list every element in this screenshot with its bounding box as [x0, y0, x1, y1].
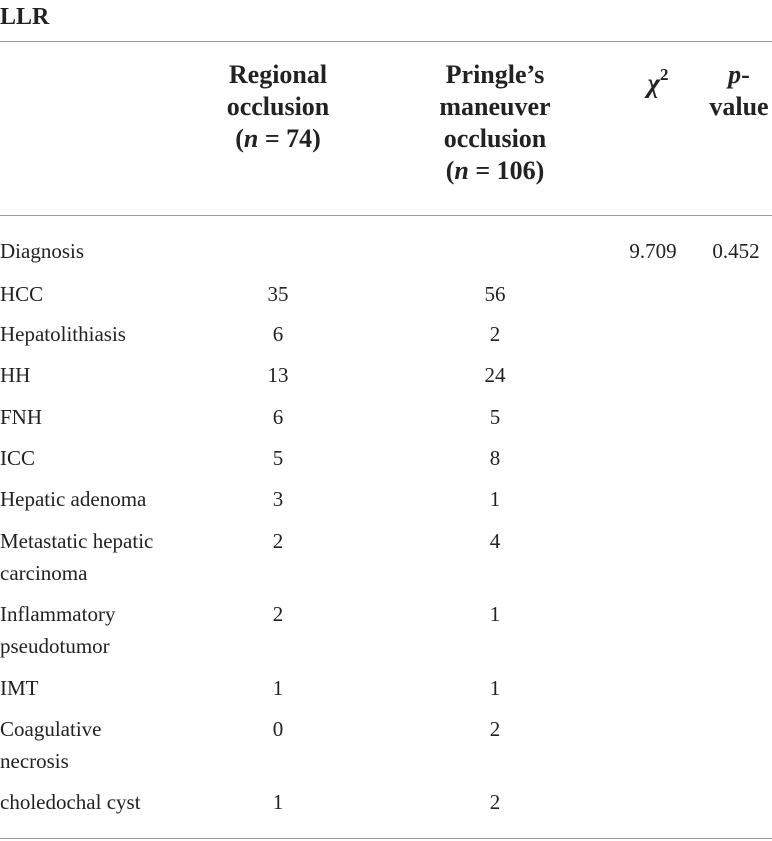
row-label	[0, 483, 182, 515]
cell-pringle: 1	[489, 676, 501, 700]
row-label-line: necrosis	[0, 749, 69, 773]
cell-pringle: 2	[489, 790, 501, 814]
cell-pringle: 5	[489, 405, 501, 429]
cell-regional: 6	[272, 322, 284, 346]
row-label-line: ICC	[0, 446, 36, 470]
row-label-line: HH	[0, 363, 31, 387]
cell-regional: 3	[272, 487, 284, 511]
header-p-value	[706, 59, 772, 123]
header-pringle-line2: maneuver	[439, 92, 551, 121]
header-chi-symbol: χ	[647, 68, 661, 98]
cell-pringle: 1	[489, 602, 501, 626]
cell-pringle: 8	[489, 446, 501, 470]
header-pringle-line1: Pringle’s	[445, 60, 545, 89]
row-label	[0, 786, 182, 818]
table-caption: LLR	[0, 4, 50, 30]
header-pringle-maneuver	[400, 59, 590, 187]
top-rule	[0, 41, 772, 42]
header-regional-n-rest: = 74)	[258, 124, 321, 153]
cell-pringle: 2	[489, 717, 501, 741]
row-label	[0, 525, 182, 589]
row-label	[0, 598, 182, 662]
header-pringle-n-var: n	[454, 156, 469, 185]
header-regional-occlusion	[180, 59, 376, 155]
row-label-line: carcinoma	[0, 561, 88, 585]
header-p-var: p	[728, 60, 742, 89]
header-regional-n-open: (	[235, 124, 244, 153]
cell-pringle: 4	[489, 529, 501, 553]
row-label	[0, 442, 182, 474]
header-p-dash: -	[741, 60, 750, 89]
row-label-line: Metastatic hepatic	[0, 529, 154, 553]
header-regional-n	[180, 123, 376, 155]
header-rule	[0, 215, 772, 216]
row-label-line: choledochal cyst	[0, 790, 141, 814]
cell-chi-square: 9.709	[629, 239, 677, 263]
row-label	[0, 713, 182, 777]
bottom-rule	[0, 838, 772, 839]
cell-regional: 5	[272, 446, 284, 470]
cell-p-value: 0.452	[712, 239, 760, 263]
header-regional-line1: Regional	[228, 60, 328, 89]
row-label-line: FNH	[0, 405, 43, 429]
cell-pringle: 1	[489, 487, 501, 511]
cell-regional: 2	[272, 529, 284, 553]
cell-pringle: 56	[484, 282, 506, 306]
header-pringle-line3: occlusion	[443, 124, 547, 153]
row-label	[0, 318, 182, 350]
header-regional-n-var: n	[243, 124, 259, 153]
cell-regional: 6	[272, 405, 284, 429]
row-label-line: Hepatic adenoma	[0, 487, 147, 511]
cell-pringle: 24	[484, 363, 506, 387]
cell-regional: 1	[272, 790, 284, 814]
cell-regional: 2	[272, 602, 284, 626]
row-label-line: IMT	[0, 676, 39, 700]
row-label	[0, 278, 182, 310]
header-chi-line	[620, 59, 696, 100]
cell-regional: 35	[267, 282, 289, 306]
header-chi-superscript: 2	[660, 65, 669, 84]
row-label-line: Hepatolithiasis	[0, 322, 126, 346]
header-pringle-n-open: (	[445, 156, 455, 185]
header-pringle-n-rest: = 106)	[468, 156, 545, 185]
row-label-line: pseudotumor	[0, 634, 110, 658]
row-label	[0, 401, 182, 433]
header-p-line1	[706, 59, 772, 91]
row-label-line: HCC	[0, 282, 44, 306]
cell-regional: 0	[272, 717, 284, 741]
row-label	[0, 235, 182, 267]
header-regional-line2: occlusion	[226, 92, 330, 121]
row-label	[0, 672, 182, 704]
header-pringle-n	[400, 155, 590, 187]
row-label-line: Coagulative	[0, 717, 102, 741]
cell-regional: 1	[272, 676, 284, 700]
cell-regional: 13	[267, 363, 289, 387]
row-label	[0, 359, 182, 391]
header-chi-square	[620, 59, 696, 100]
row-label-line: Inflammatory	[0, 602, 116, 626]
cell-pringle: 2	[489, 322, 501, 346]
header-p-line2: value	[709, 92, 769, 121]
row-label-line: Diagnosis	[0, 239, 84, 263]
